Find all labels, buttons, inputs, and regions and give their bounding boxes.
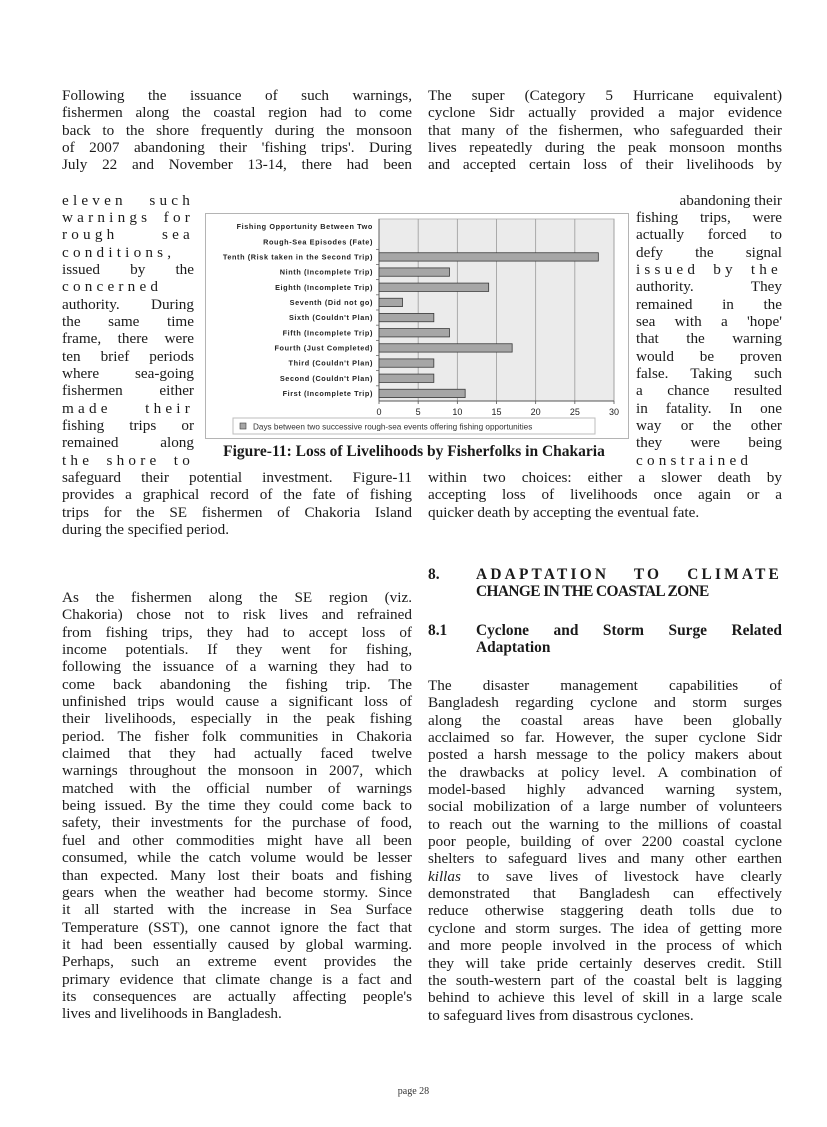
bar [379, 268, 450, 276]
section-8-1-title [476, 622, 782, 657]
text-line: come back abandoning the fishing trip. The [62, 675, 412, 693]
text-line: than expected. Many lost their boats and fishing [62, 866, 412, 884]
right-column-paragraph-1-bottom [428, 469, 782, 521]
category-label: First (Incomplete Trip) [282, 388, 373, 398]
legend-label: Days between two successive rough-sea events offering fishing opportunities [253, 422, 533, 432]
x-tick-label: 5 [415, 407, 421, 417]
bar [379, 329, 450, 337]
bar [379, 253, 598, 261]
left-column-paragraph-1-top [62, 87, 412, 174]
text-line: demonstrated that Bangladesh can effectively [428, 885, 782, 903]
text-line: defy the signal [636, 243, 782, 261]
text-line: gears when the weather had become stormy. Since [62, 883, 412, 901]
text-line: income potentials. If they went for fishing, [62, 641, 412, 659]
text-line: lives and livelihoods in Bangladesh. [62, 1005, 282, 1023]
text-line: would be proven [636, 347, 782, 365]
text-line: Following the issuance of such warnings, [62, 87, 412, 104]
text-line: they will take pride certainly deserves credit. Still [428, 954, 782, 972]
bar [379, 359, 434, 367]
text-line: warnings for [62, 208, 194, 226]
text-line: its consequences are actually affecting people's [62, 987, 412, 1005]
text-line: lives repeatedly during the peak monsoon months [428, 139, 782, 157]
text-line: way or the other [636, 416, 782, 434]
text-line: unfinished trips would cause a significant loss of [62, 693, 412, 711]
bar [379, 344, 512, 352]
text-line: fishing trips, were [636, 208, 782, 226]
text-line: along the coastal areas have been globally [428, 711, 782, 729]
text-line: shelters to safeguard lives and many other earthen [428, 850, 782, 868]
text-line: abandoning their [679, 191, 782, 209]
text-line: to safeguard lives from disastrous cyclones. [428, 1006, 694, 1024]
x-tick-label: 15 [491, 407, 502, 417]
text-line: fishermen along the coastal region had to come [62, 104, 412, 122]
section-8-number: 8. [428, 566, 440, 583]
section-8-title [476, 566, 782, 601]
text-line: remained along [62, 434, 194, 452]
text-line: killas to save lives of livestock have clearly [428, 867, 782, 885]
text-line: the drawbacks at policy level. A combination of [428, 763, 782, 781]
text-line: posted a harsh message to the policy makers about [428, 746, 782, 764]
right-column-paragraph-2 [428, 677, 782, 1024]
text-line: Perhaps, such an extreme event provides the [62, 953, 412, 971]
text-line: safeguard their potential investment. Figure-11 [62, 469, 412, 486]
text-line: reduce otherwise staggering death tolls due to [428, 902, 782, 920]
page-number: page 28 [397, 1086, 430, 1097]
text-line: where sea-going [62, 364, 194, 382]
text-line: consumed, while the catch volume would be lesser [62, 849, 412, 867]
text-line: authority. During [62, 295, 194, 313]
text-line: issued by the [636, 260, 782, 278]
text-line: the south-western part of the coastal belt is lagging [428, 971, 782, 989]
text-line: back to the shore frequently during the monsoon [62, 121, 412, 139]
category-label: Second (Couldn't Plan) [279, 373, 373, 383]
text-line: following the issuance of a warning they had to [62, 658, 412, 676]
left-column-paragraph-2 [62, 589, 412, 1023]
category-label: Ninth (Incomplete Trip) [279, 267, 373, 277]
text-line: fishing trips or [62, 416, 194, 434]
category-label: Fourth (Just Completed) [274, 343, 373, 353]
text-line: from fishing trips, they had to accept loss of [62, 623, 412, 641]
text-line: trips for the SE fishermen of Chakoria Island [62, 503, 412, 521]
text-line: Chakoria) chose not to risk lives and refrained [62, 606, 412, 624]
text-line: cyclone Sidr actually provided a major evidence [428, 104, 782, 122]
text-line: July 22 and November 13-14, there had been [62, 156, 412, 174]
category-label: Third (Couldn't Plan) [288, 358, 373, 368]
y-axis-title-line: Rough-Sea Episodes (Fate) [263, 237, 373, 247]
text-line: that the warning [636, 330, 782, 348]
text-line: that many of the fishermen, who safeguarded their [428, 121, 782, 139]
text-line: behind to achieve this level of skill in a large scale [428, 989, 782, 1007]
bar [379, 298, 403, 306]
text-line: the same time [62, 312, 194, 330]
category-label: Seventh (Did not go) [289, 297, 373, 307]
text-line: provides a graphical record of the fate of fishing [62, 486, 412, 504]
text-line: warnings throughout the monsoon in 2007, which [62, 762, 412, 780]
legend-swatch [240, 423, 246, 429]
text-line: issued by the [62, 260, 194, 278]
text-line: frame, there were [62, 330, 194, 348]
text-line: false. Taking such [636, 364, 782, 382]
right-column-paragraph-1-top [428, 87, 782, 174]
text-line: Bangladesh regarding cyclone and storm surges [428, 694, 782, 712]
section-8-title-line-1: ADAPTATION TO CLIMATE [476, 566, 782, 583]
category-label: Eighth (Incomplete Trip) [275, 282, 373, 292]
section-8-1-number: 8.1 [428, 622, 448, 639]
text-line: and accepted certain loss of their livelihoods by [428, 156, 782, 174]
text-line: concerned [62, 278, 163, 296]
x-tick-label: 20 [530, 407, 541, 417]
bar [379, 313, 434, 321]
category-label: Tenth (Risk taken in the Second Trip) [222, 252, 373, 262]
text-line: made their [62, 399, 194, 417]
text-line: matched with the official number of warnings [62, 779, 412, 797]
bar [379, 374, 434, 382]
text-line: sea with a 'hope' [636, 312, 782, 330]
text-line: ten brief periods [62, 347, 194, 365]
text-line: The super (Category 5 Hurricane equivalent) [428, 87, 782, 104]
figure-caption: Figure-11: Loss of Livelihoods by Fisherfolks in Chakaria [223, 443, 605, 460]
text-line: remained in the [636, 295, 782, 313]
text-line: authority. They [636, 278, 782, 296]
text-line: fuel and other commodities might have all been [62, 831, 412, 849]
figure-11-chart [205, 213, 629, 439]
x-tick-label: 0 [376, 407, 382, 417]
text-line: they were being [636, 434, 782, 452]
x-tick-label: 25 [569, 407, 580, 417]
text-line: within two choices: either a slower death by [428, 469, 782, 486]
text-line: of 2007 abandoning their 'fishing trips'. During [62, 139, 412, 157]
section-8-1-title-line-1: Cyclone and Storm Surge Related [476, 622, 782, 639]
text-line: cyclone and storm surges. The idea of getting more [428, 919, 782, 937]
y-axis-title-line: Fishing Opportunity Between Two [236, 222, 373, 232]
x-tick-label: 30 [608, 407, 620, 417]
section-8-1-heading [428, 622, 782, 662]
text-line: Temperature (SST), one cannot ignore the fact that [62, 918, 412, 936]
italic-term: killas [428, 867, 461, 885]
text-line: the shore to [62, 451, 194, 469]
chart-canvas [206, 214, 628, 438]
text-line: actually forced to [636, 226, 782, 244]
text-line: eleven such [62, 191, 194, 209]
text-line: during the specified period. [62, 521, 230, 539]
text-line: constrained [636, 451, 753, 469]
section-8-1-title-line-2: Adaptation [476, 639, 551, 657]
text-line: model-based highly advanced warning system, [428, 781, 782, 799]
text-line: it all started with the increase in Sea Surface [62, 901, 412, 919]
text-line: claimed that they had actually faced twelve [62, 745, 412, 763]
text-line: it had been essentially caused by global warming. [62, 935, 412, 953]
x-tick-label: 10 [452, 407, 463, 417]
text-line: poor people, building of over 2200 coastal cyclone [428, 833, 782, 851]
left-column-paragraph-1-bottom [62, 469, 412, 538]
text-line: their livelihoods, especially in the peak fishing [62, 710, 412, 728]
text-line: As the fishermen along the SE region (viz. [62, 589, 412, 606]
text-line: acclaimed so far. However, the super cyclone Sidr [428, 729, 782, 747]
left-column-paragraph-1-narrow [62, 192, 194, 470]
text-line: and more people involved in the process of which [428, 937, 782, 955]
text-line: to reach out the warning to the millions of coastal [428, 815, 782, 833]
section-8-title-line-2: CHANGE IN THE COASTAL ZONE [476, 583, 709, 601]
text-line: social mobilization of a large number of volunteers [428, 798, 782, 816]
section-8-heading [428, 566, 782, 606]
category-label: Fifth (Incomplete Trip) [282, 328, 373, 338]
bar [379, 283, 489, 291]
bar [379, 389, 465, 397]
text-line: The disaster management capabilities of [428, 677, 782, 694]
right-column-paragraph-1-narrow [636, 192, 782, 470]
text-line: in fatality. In one [636, 399, 782, 417]
text-line: fishermen either [62, 382, 194, 400]
text-line: conditions, [62, 243, 176, 261]
text-line: period. The fisher folk communities in Chakoria [62, 727, 412, 745]
text-line: accepting loss of livelihoods once again or a [428, 486, 782, 504]
text-line: quicker death by accepting the eventual fate. [428, 503, 700, 521]
text-line: a chance resulted [636, 382, 782, 400]
text-line: primary evidence that climate change is a fact and [62, 970, 412, 988]
text-line: rough sea [62, 226, 194, 244]
text-line: safety, their investments for the purchase of food, [62, 814, 412, 832]
text-line: being issued. By the time they could come back to [62, 797, 412, 815]
category-label: Sixth (Couldn't Plan) [288, 313, 373, 323]
